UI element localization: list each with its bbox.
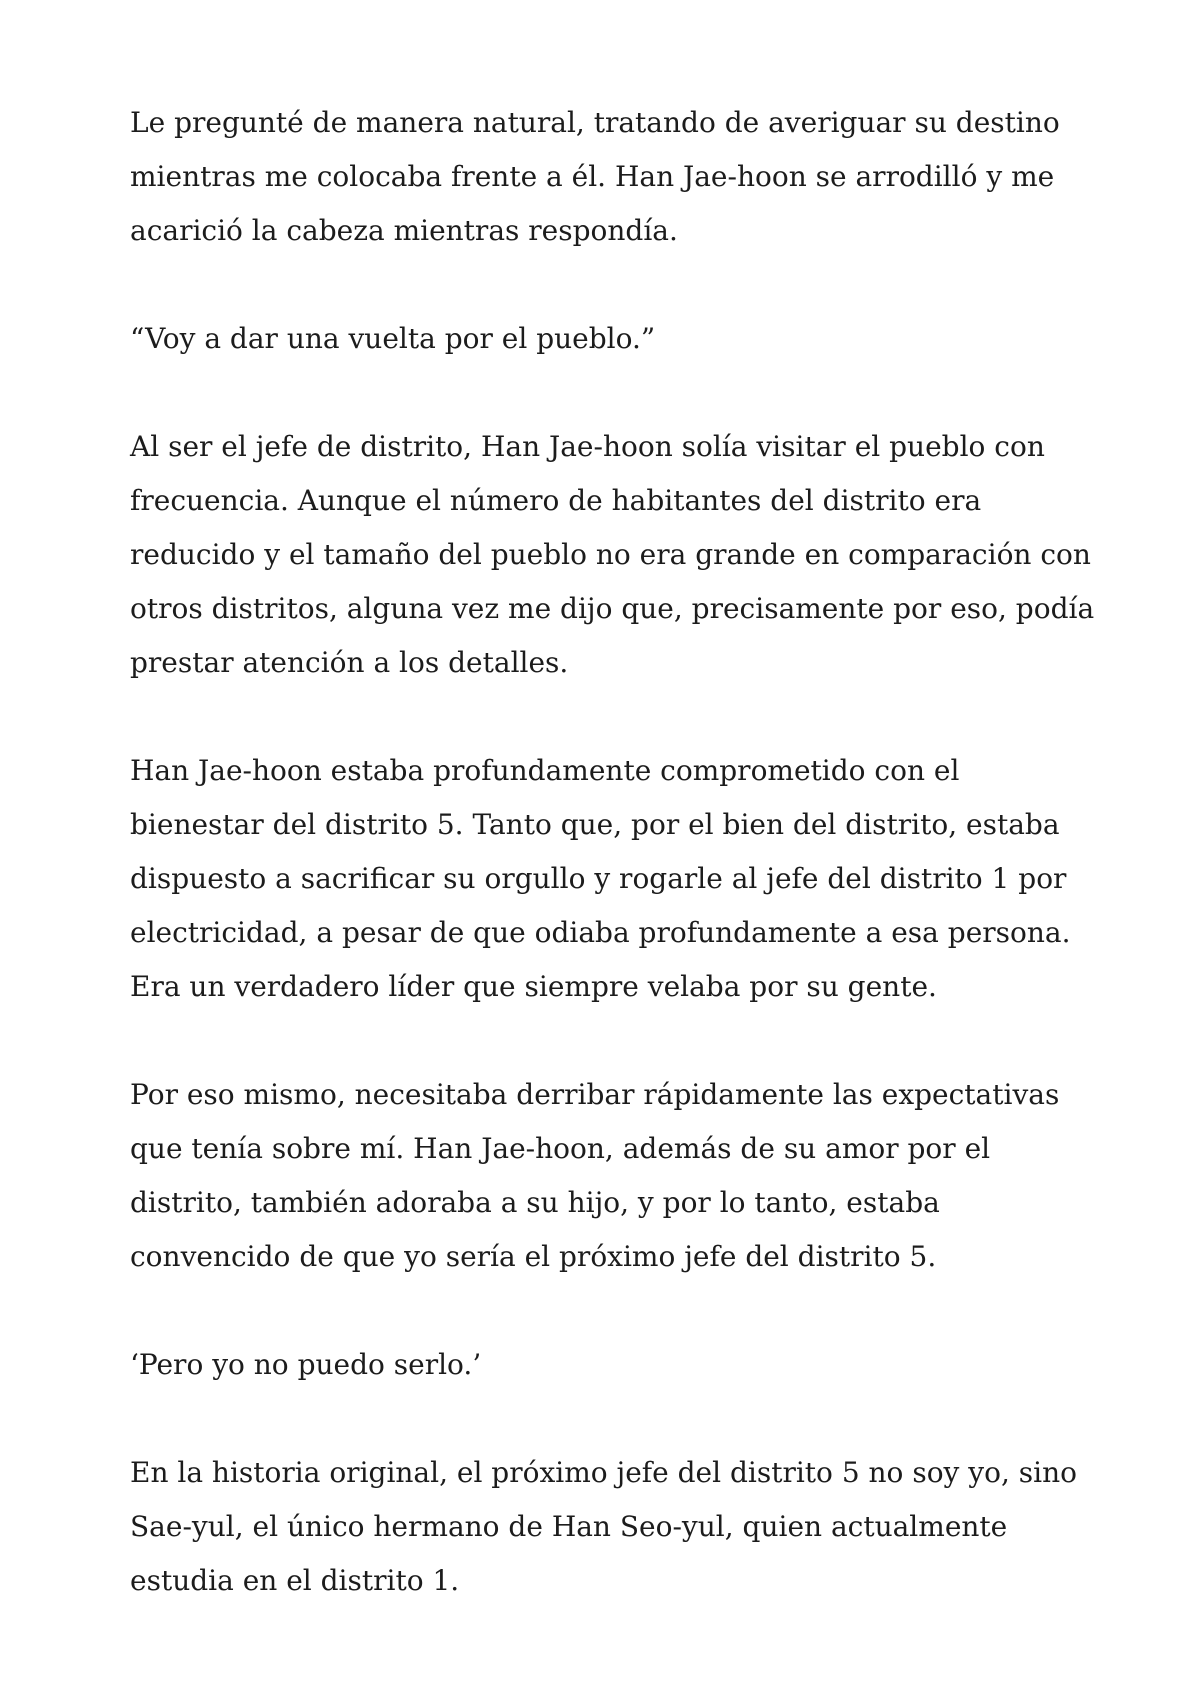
text-line: distrito, también adoraba a su hijo, y por lo tanto, estaba	[130, 1186, 940, 1219]
text-line: otros distritos, alguna vez me dijo que, precisamente por eso, podía	[130, 592, 1095, 625]
paragraph-3	[130, 420, 1095, 690]
text-line: que tenía sobre mí. Han Jae-hoon, además de su amor por el	[130, 1132, 991, 1165]
text-line: En la historia original, el próximo jefe del distrito 5 no soy yo, sino	[130, 1456, 1077, 1489]
text-line: frecuencia. Aunque el número de habitantes del distrito era	[130, 484, 982, 517]
paragraph-7	[130, 1446, 1090, 1608]
text-line: acarició la cabeza mientras respondía.	[130, 214, 678, 247]
text-line: Sae-yul, el único hermano de Han Seo-yul, quien actualmente	[130, 1510, 1008, 1543]
text-line: bienestar del distrito 5. Tanto que, por el bien del distrito, estaba	[130, 808, 1060, 841]
text-line: prestar atención a los detalles.	[130, 646, 569, 679]
paragraph-6	[130, 1338, 1090, 1392]
text-line: Por eso mismo, necesitaba derribar rápidamente las expectativas	[130, 1078, 1060, 1111]
paragraph-5	[130, 1068, 1090, 1284]
text-line: Han Jae-hoon estaba profundamente comprometido con el	[130, 754, 960, 787]
text-line: Era un verdadero líder que siempre velaba por su gente.	[130, 970, 937, 1003]
text-line: electricidad, a pesar de que odiaba profundamente a esa persona.	[130, 916, 1071, 949]
paragraph-4	[130, 744, 1090, 1014]
text-line: Le pregunté de manera natural, tratando de averiguar su destino	[130, 106, 1060, 139]
text-line: dispuesto a sacrificar su orgullo y rogarle al jefe del distrito 1 por	[130, 862, 1067, 895]
text-line: convencido de que yo sería el próximo jefe del distrito 5.	[130, 1240, 937, 1273]
text-line: Al ser el jefe de distrito, Han Jae-hoon solía visitar el pueblo con	[130, 430, 1045, 463]
text-line: reducido y el tamaño del pueblo no era grande en comparación con	[130, 538, 1091, 571]
paragraph-2	[130, 312, 1090, 366]
text-line: estudia en el distrito 1.	[130, 1564, 460, 1597]
text-line: “Voy a dar una vuelta por el pueblo.”	[130, 322, 656, 355]
text-line: mientras me colocaba frente a él. Han Jae-hoon se arrodilló y me	[130, 160, 1055, 193]
text-line: ‘Pero yo no puedo serlo.’	[130, 1348, 482, 1381]
text-column	[130, 96, 1095, 1662]
paragraph-1	[130, 96, 1090, 258]
